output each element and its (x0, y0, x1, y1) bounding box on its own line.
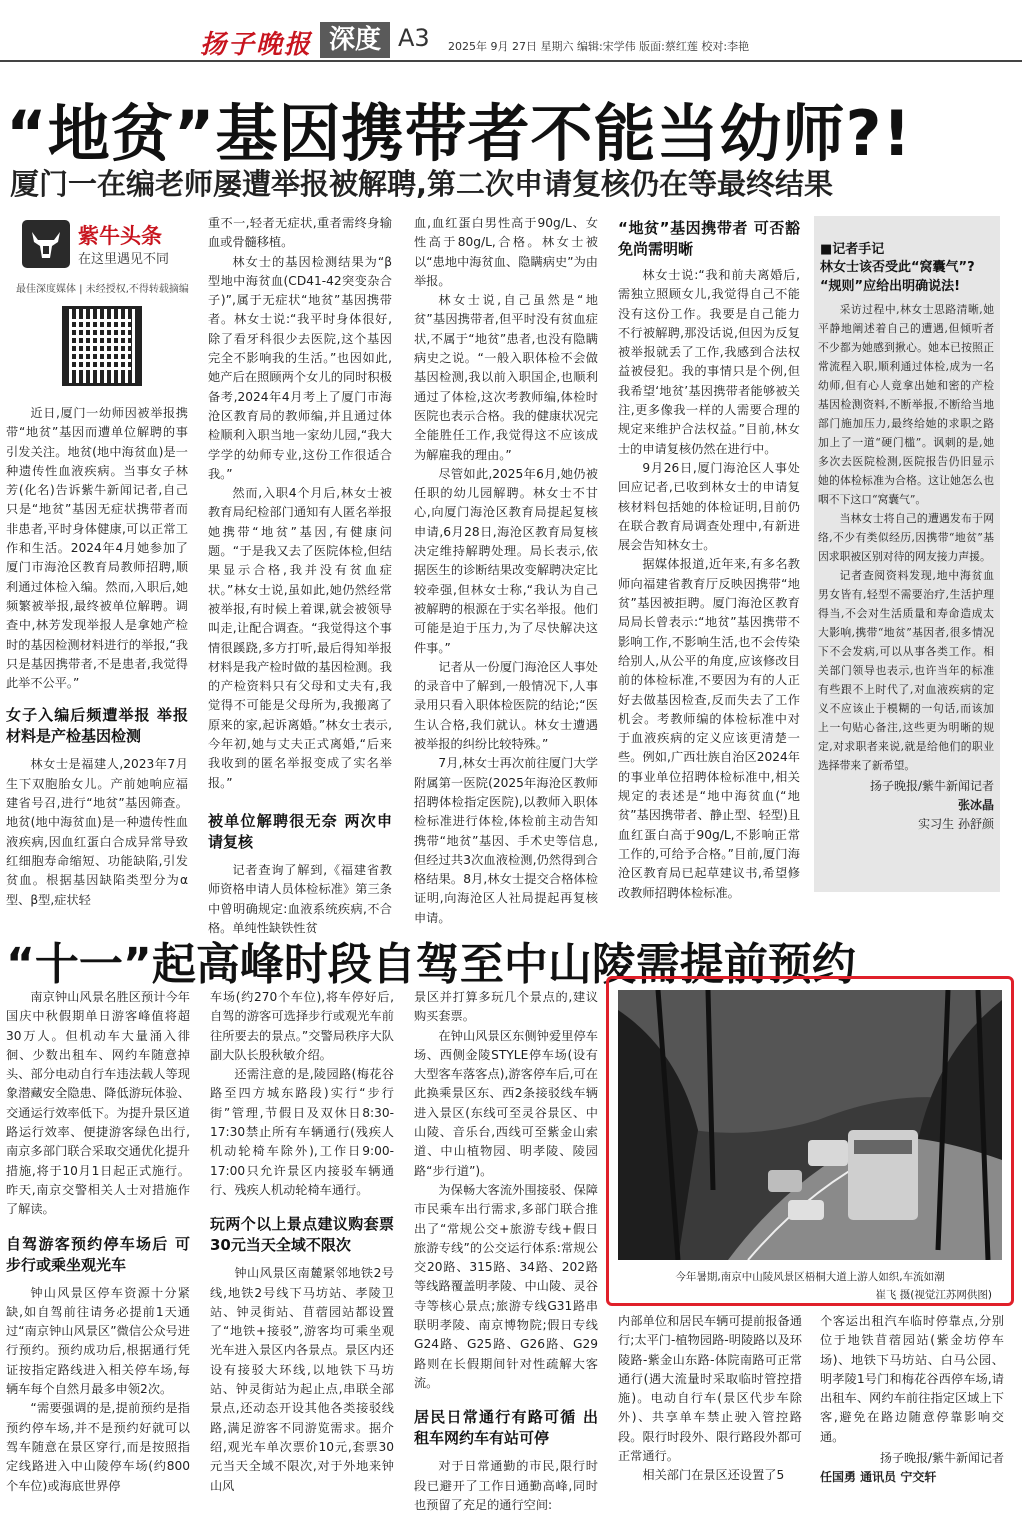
brand-tagline: 在这里遇见不同 (78, 252, 170, 267)
story1-column-2 (208, 214, 392, 938)
paragraph: 林女士的基因检测结果为“β型地中海贫血(CD41-42突变杂合子)”,属于无症状“地贫”基因携带者。林女士说:“我平时身体很好,除了看牙科很少去医院,这个基因完全不影响我的生活。”也因如此,她产后在照顾两个女儿的同时积极备考,2024年4月考上了厦门市海沧区教育局的教师编,并且通过体检顺利入职当地一家幼儿园,“我大学学的幼师专业,这份工作很适合我。” (208, 254, 392, 481)
story1-subheadline: 厦门一在编老师屡遭举报被解聘,第二次申请复核仍在等最终结果 (10, 167, 834, 201)
story2-column-2 (210, 988, 394, 1496)
paragraph: 为保畅大客流外围接驳、保障市民乘车出行需求,多部门联合推出了“常规公交+旅游专线+假日旅游专线”的公交运行体系:常规公交20路、315路、34路、202路等线路覆盖明孝陵、中山陵、灵谷寺等核心景点;旅游专线G31路串联明孝陵、南京博物院;假日专线G24路、G25路、G26路、G29路则在长假期间针对性疏解大客流。 (414, 1182, 598, 1390)
paragraph: 钟山风景区南麓紧邻地铁2号线,地铁2号线下马坊站、孝陵卫站、钟灵街站、苜蓿园站都设置了“地铁+接驳”,游客均可乘坐观光车进入景区内各景点。景区内还设有接驳大环线,以地铁下马坊站、钟灵街站为起止点,串联全部景点,还动态开设其他各类接驳线路,满足游客不同游览需求。据介绍,观光车单次票价10元,套票30元当天全域不限次,对于外地来钟山风 (210, 1266, 394, 1493)
paragraph: 个客运出租汽车临时停靠点,分别位于地铁苜蓿园站(紫金坊停车场)、地铁下马坊站、白马公园、明孝陵1号门和梅花谷西停车场,请出租车、网约车前往指定区域上下客,避免在路边随意停靠影响交通。 (820, 1314, 1004, 1444)
brand-footer: 最佳深度媒体 | 未经授权,不得转载摘编 (16, 284, 189, 295)
paragraph: 相关部门在景区还设置了5 (642, 1468, 785, 1483)
subhead: 自驾游客预约停车场后 可步行或乘坐观光车 (6, 1234, 190, 1274)
issue-line: 2025年 9月 27日 星期六 编辑:宋学伟 版面:蔡红莲 校对:李艳 (448, 40, 750, 53)
subhead: 女子入编后频遭举报 举报材料是产检基因检测 (6, 706, 188, 746)
paragraph: 采访过程中,林女士思路清晰,她平静地阐述着自己的遭遇,但倾听者不少都为她感到揪心。她本已按照正常流程入职,顺利通过体检,成为一名幼师,但有心人竟拿出她和密的产检基因检测资料,不断举报,不断给当地部门施加压力,最终给她的求职之路加上了一道“硬门槛”。讽刺的是,她多次去医院检测,医院报告仍旧显示她的体检标准为合格。这让她怎么也咽不下这口“窝囊气”。 (818, 303, 994, 506)
story1-column-4 (618, 218, 800, 903)
paragraph: 记者查阅资料发现,地中海贫血男女皆有,轻型不需要治疗,生活护理得当,不会对生活质量和寿命造成太大影响,携带“地贫”基因者,很多情况下不会发病,可以从事各类工作。相关部门领导也表示,也许当年的标准有些跟不上时代了,对血液疾病的定义不应该止于模糊的一句话,而该加上一句贴心备注,这些更为明晰的规定,对求职者来说,就是给他们的职业选择带来了新希望。 (818, 569, 994, 772)
zini-bull-logo-icon (22, 220, 70, 268)
paragraph: 然而,入职4个月后,林女士被教育局纪检部门通知有人匿名举报她携带“地贫”基因,有健康问题。“于是我又去了医院体检,但结果显示合格,我并没有贫血症状。”林女士说,虽如此,她仍然经常被举报,有时候上着课,就会被领导叫走,让配合调查。“我觉得这个事情很蹊跷,多方打听,最后得知举报材料是我产检时做的基因检测。我的产检资料只有父母和丈夫有,我觉得不可能是父母所为,我搬离了原来的家,起诉离婚。”林女士表示,今年初,她与丈夫正式离婚,“后来我收到的匿名举报变成了实名举报。” (208, 486, 392, 790)
paragraph: “需要强调的是,提前预约是指预约停车场,并不是预约好就可以驾车随意在景区穿行,而是按照指定线路进入中山陵停车场(约800个车位)或海底世界停 (6, 1401, 190, 1493)
paragraph: 林女士说,自己虽然是“地贫”基因携带者,但平时没有贫血症状,不属于“地贫”患者,也没有隐瞒病史之说。“一般入职体检不会做基因检测,我以前入职国企,也顺利通过了体检,这次考教师编,体检时医院也表示合格。我的健康状况完全能胜任工作,我觉得这不应该成为解雇我的理由。” (414, 293, 598, 462)
paragraph: 记者从一份厦门海沧区人事处的录音中了解到,一般情况下,人事录用只看入职体检医院的结论;“医生认合格,我们就认。林女士遭遇被举报的纠纷比较特殊。” (414, 659, 598, 752)
paragraph: 当林女士将自己的遭遇发布于网络,不少有类似经历,因携带“地贫”基因求职被区别对待的网友接力声援。 (818, 512, 994, 563)
paragraph: 据媒体报道,近年来,有多名教师向福建省教育厅反映因携带“地贫”基因被拒聘。厦门海沧区教育局局长曾表示:“地贫”基因携带不影响工作,不影响生活,也不会传染给别人,从公平的角度,应该修改目前的体检标准,不要因为有的人正好去做基因检查,反而失去了工作机会。考教师编的体检标准中对于血液疾病的定义应该更清楚一些。例如,广西壮族自治区2024年的事业单位招聘体检标准中,相关规定的表述是“地中海贫血(“地贫”基因携带者、静止型、轻型)且血红蛋白高于90g/L,不影响正常工作的,可给予合格。”目前,厦门海沧区教育局已起草建议书,希望修改教师招聘体检标准。 (618, 557, 800, 900)
story2-headline: “十一”起高峰时段自驾至中山陵需提前预约 (6, 939, 856, 990)
paragraph: 尽管如此,2025年6月,她仍被任职的幼儿园解聘。林女士不甘心,向厦门海沧区教育局提起复核申请,6月28日,海沧区教育局复核决定维持解聘处理。局长表示,依据医生的诊断结果改变解聘决定比较牵强,但林女士称,“我认为自己被解聘的根源在于实名举报。他们可能是迫于压力,为了尽快解决这件事。” (414, 466, 598, 655)
paragraph: 近日,厦门一幼师因被举报携带“地贫”基因而遭单位解聘的事引发关注。地贫(地中海贫血)是一种遗传性血液疾病。当事女子林芳(化名)告诉紫牛新闻记者,自己只是“地贫”基因无症状携带者而非患者,平时身体健康,可以正常工作和生活。2024年4月她参加了厦门市海沧区教育局教师招聘,顺利通过体检入编。然而,入职后,她频繁被举报,最终被单位解聘。调查中,林芳发现举报人是拿她产检时的基因检测材料进行的举报,“我只是基因携带者,不是患者,我觉得此举不公平。” (6, 406, 188, 691)
paragraph: 记者查询了解到,《福建省教师资格申请人员体检标准》第三条中曾明确规定:血液系统疾病,不合格。单纯性缺铁性贫 (208, 862, 392, 935)
brand-name: 紫牛头条 (78, 224, 162, 248)
story2-column-5 (820, 1312, 1004, 1488)
subhead: 玩两个以上景点建议购套票 30元当天全域不限次 (210, 1215, 394, 1255)
paragraph: 景区并打算多玩几个景点的,建议购买套票。 (414, 990, 598, 1024)
byline-name: 张冰晶 (957, 798, 994, 812)
paragraph: 还需注意的是,陵园路(梅花谷路至四方城东路段)实行“步行街”管理,节假日及双休日8:30-17:30禁止所有车辆通行(残疾人机动轮椅车除外),工作日9:00-17:00只允许景区内接驳车辆通行、残疾人机动轮椅车通行。 (210, 1067, 394, 1197)
byline: 扬子晚报/紫牛新闻记者 (879, 1451, 1004, 1466)
paragraph: 钟山风景区停车资源十分紧缺,如自驾前往请务必提前1天通过“南京钟山风景区”微信公众号进行预约。预约成功后,根据通行凭证按指定路线进入相关停车场,每辆车每个自然月最多申领2次。 (6, 1285, 190, 1397)
paragraph: 对于日常通勤的市民,限行时段已避开了工作日通勤高峰,同时也预留了充足的通行空间: (414, 1459, 598, 1512)
paragraph: 9月26日,厦门海沧区人事处回应记者,已收到林女士的申请复核材料包括她的体检证明,目前仍在联合教育局调查处理中,有新进展会告知林女士。 (618, 460, 800, 553)
paragraph: 7月,林女士再次前往厦门大学附属第一医院(2025年海沧区教师招聘体检指定医院),以教师入职体检标准进行体检,体检前主动告知携带“地贫”基因、手术史等信息,但经过共3次血液检测,仍然得到合格结果。8月,林女士提交合格体检证明,向海沧区人社局提起再复核申请。 (414, 756, 598, 925)
byline: 扬子晚报/紫牛新闻记者 (869, 779, 994, 793)
subhead: “地贫”基因携带者 可否豁免尚需明晰 (618, 219, 800, 258)
qr-code[interactable] (62, 306, 142, 386)
photo-credit: 崔飞 摄(视觉江苏网供图) (875, 1289, 992, 1301)
paragraph: 血,血红蛋白男性高于90g/L、女性高于80g/L,合格。林女士被以“患地中海贫血、隐瞒病史”为由举报。 (414, 216, 598, 288)
newspaper-logo: 扬子晚报 (200, 30, 313, 60)
sidebar-body (818, 300, 994, 834)
subhead: 被单位解聘很无奈 两次申请复核 (208, 811, 392, 851)
photo-caption-block (618, 1268, 1002, 1304)
paragraph: 在钟山风景区东侧钟爱里停车场、西侧金陵STYLE停车场(设有大型客车落客点),游客停车后,可在此换乘景区东、西2条接驳线车辆进入景区(东线可至灵谷景区、中山陵、音乐台,西线可至紫金山索道、中山植物园、明孝陵、陵园路“步行道”)。 (414, 1028, 598, 1178)
story1-headline: “地贫”基因携带者不能当幼师?! (6, 97, 912, 170)
byline-intern: 实习生 孙舒颜 (918, 817, 994, 831)
paragraph: 内部单位和居民车辆可提前报备通行;太平门-植物园路-明陵路以及环陵路-紫金山东路-体院南路可正常通行(遇大流量时采取临时管控措施)。电动自行车(景区代步车除外)、共享单车禁止驶入管控路段。限行时段外、限行路段外都可正常通行。 (618, 1314, 802, 1464)
paragraph: 车场(约270个车位),将车停好后,自驾的游客可选择步行或观光车前往所要去的景点。”交警局秩序大队副大队长殷秋敏介绍。 (210, 990, 394, 1062)
paragraph: 林女士是福建人,2023年7月生下双胞胎女儿。产前她响应福建省号召,进行“地贫”基因筛查。地贫(地中海贫血)是一种遗传性血液疾病,因血红蛋白合成异常导致红细胞寿命缩短、功能缺陷,引发贫血。根据基因缺陷类型分为α型、β型,症状轻 (6, 757, 188, 907)
paragraph: 林女士说:“我和前夫离婚后,需独立照顾女儿,我觉得自己不能没有这份工作。我要是自己能力不行被解聘,那没话说,但因为反复被举报就丢了工作,我感到合法权益被侵犯。我的事情只是个例,但我希望‘地贫’基因携带者能够被关注,更多像我一样的人需要合理的规定来维护合法权益。”目前,林女士的申请复核仍然在进行中。 (618, 268, 800, 456)
story2-column-1 (6, 988, 190, 1496)
story1-column-3 (414, 214, 598, 928)
masthead-rule (0, 60, 1022, 62)
story2-column-3 (414, 988, 598, 1515)
paragraph: 重不一,轻者无症状,重者需终身输血或骨髓移植。 (208, 216, 392, 250)
sidebar-title: 林女士该否受此“窝囊气”? “规则”应给出明确说法! (820, 260, 975, 294)
paragraph: 南京钟山风景名胜区预计今年国庆中秋假期单日游客峰值将超30万人。但机动车大量涌入徘徊、少数出租车、网约车随意掉头、部分电动自行车违法载人等现象潜藏安全隐患、降低游玩体验、交通运行效率低下。为提升景区道路运行效率、便捷游客绿色出行,南京多部门联合采取交通优化提升措施,将于10月1日起正式施行。昨天,南京交警相关人士对措施作了解读。 (6, 990, 190, 1217)
photo-caption: 今年暑期,南京中山陵风景区梧桐大道上游人如织,车流如潮 (675, 1271, 945, 1283)
story1-column-1 (6, 404, 188, 910)
sidebar-heading: ■记者手记 (820, 242, 885, 257)
section-label: 深度 (320, 22, 390, 58)
page-number: A3 (398, 24, 430, 52)
story2-column-4 (618, 1312, 802, 1486)
subhead: 居民日常通行有路可循 出租车网约车有站可停 (414, 1408, 598, 1448)
road-photo (618, 990, 1002, 1260)
byline-names: 任国勇 通讯员 宁交轩 (820, 1470, 937, 1485)
